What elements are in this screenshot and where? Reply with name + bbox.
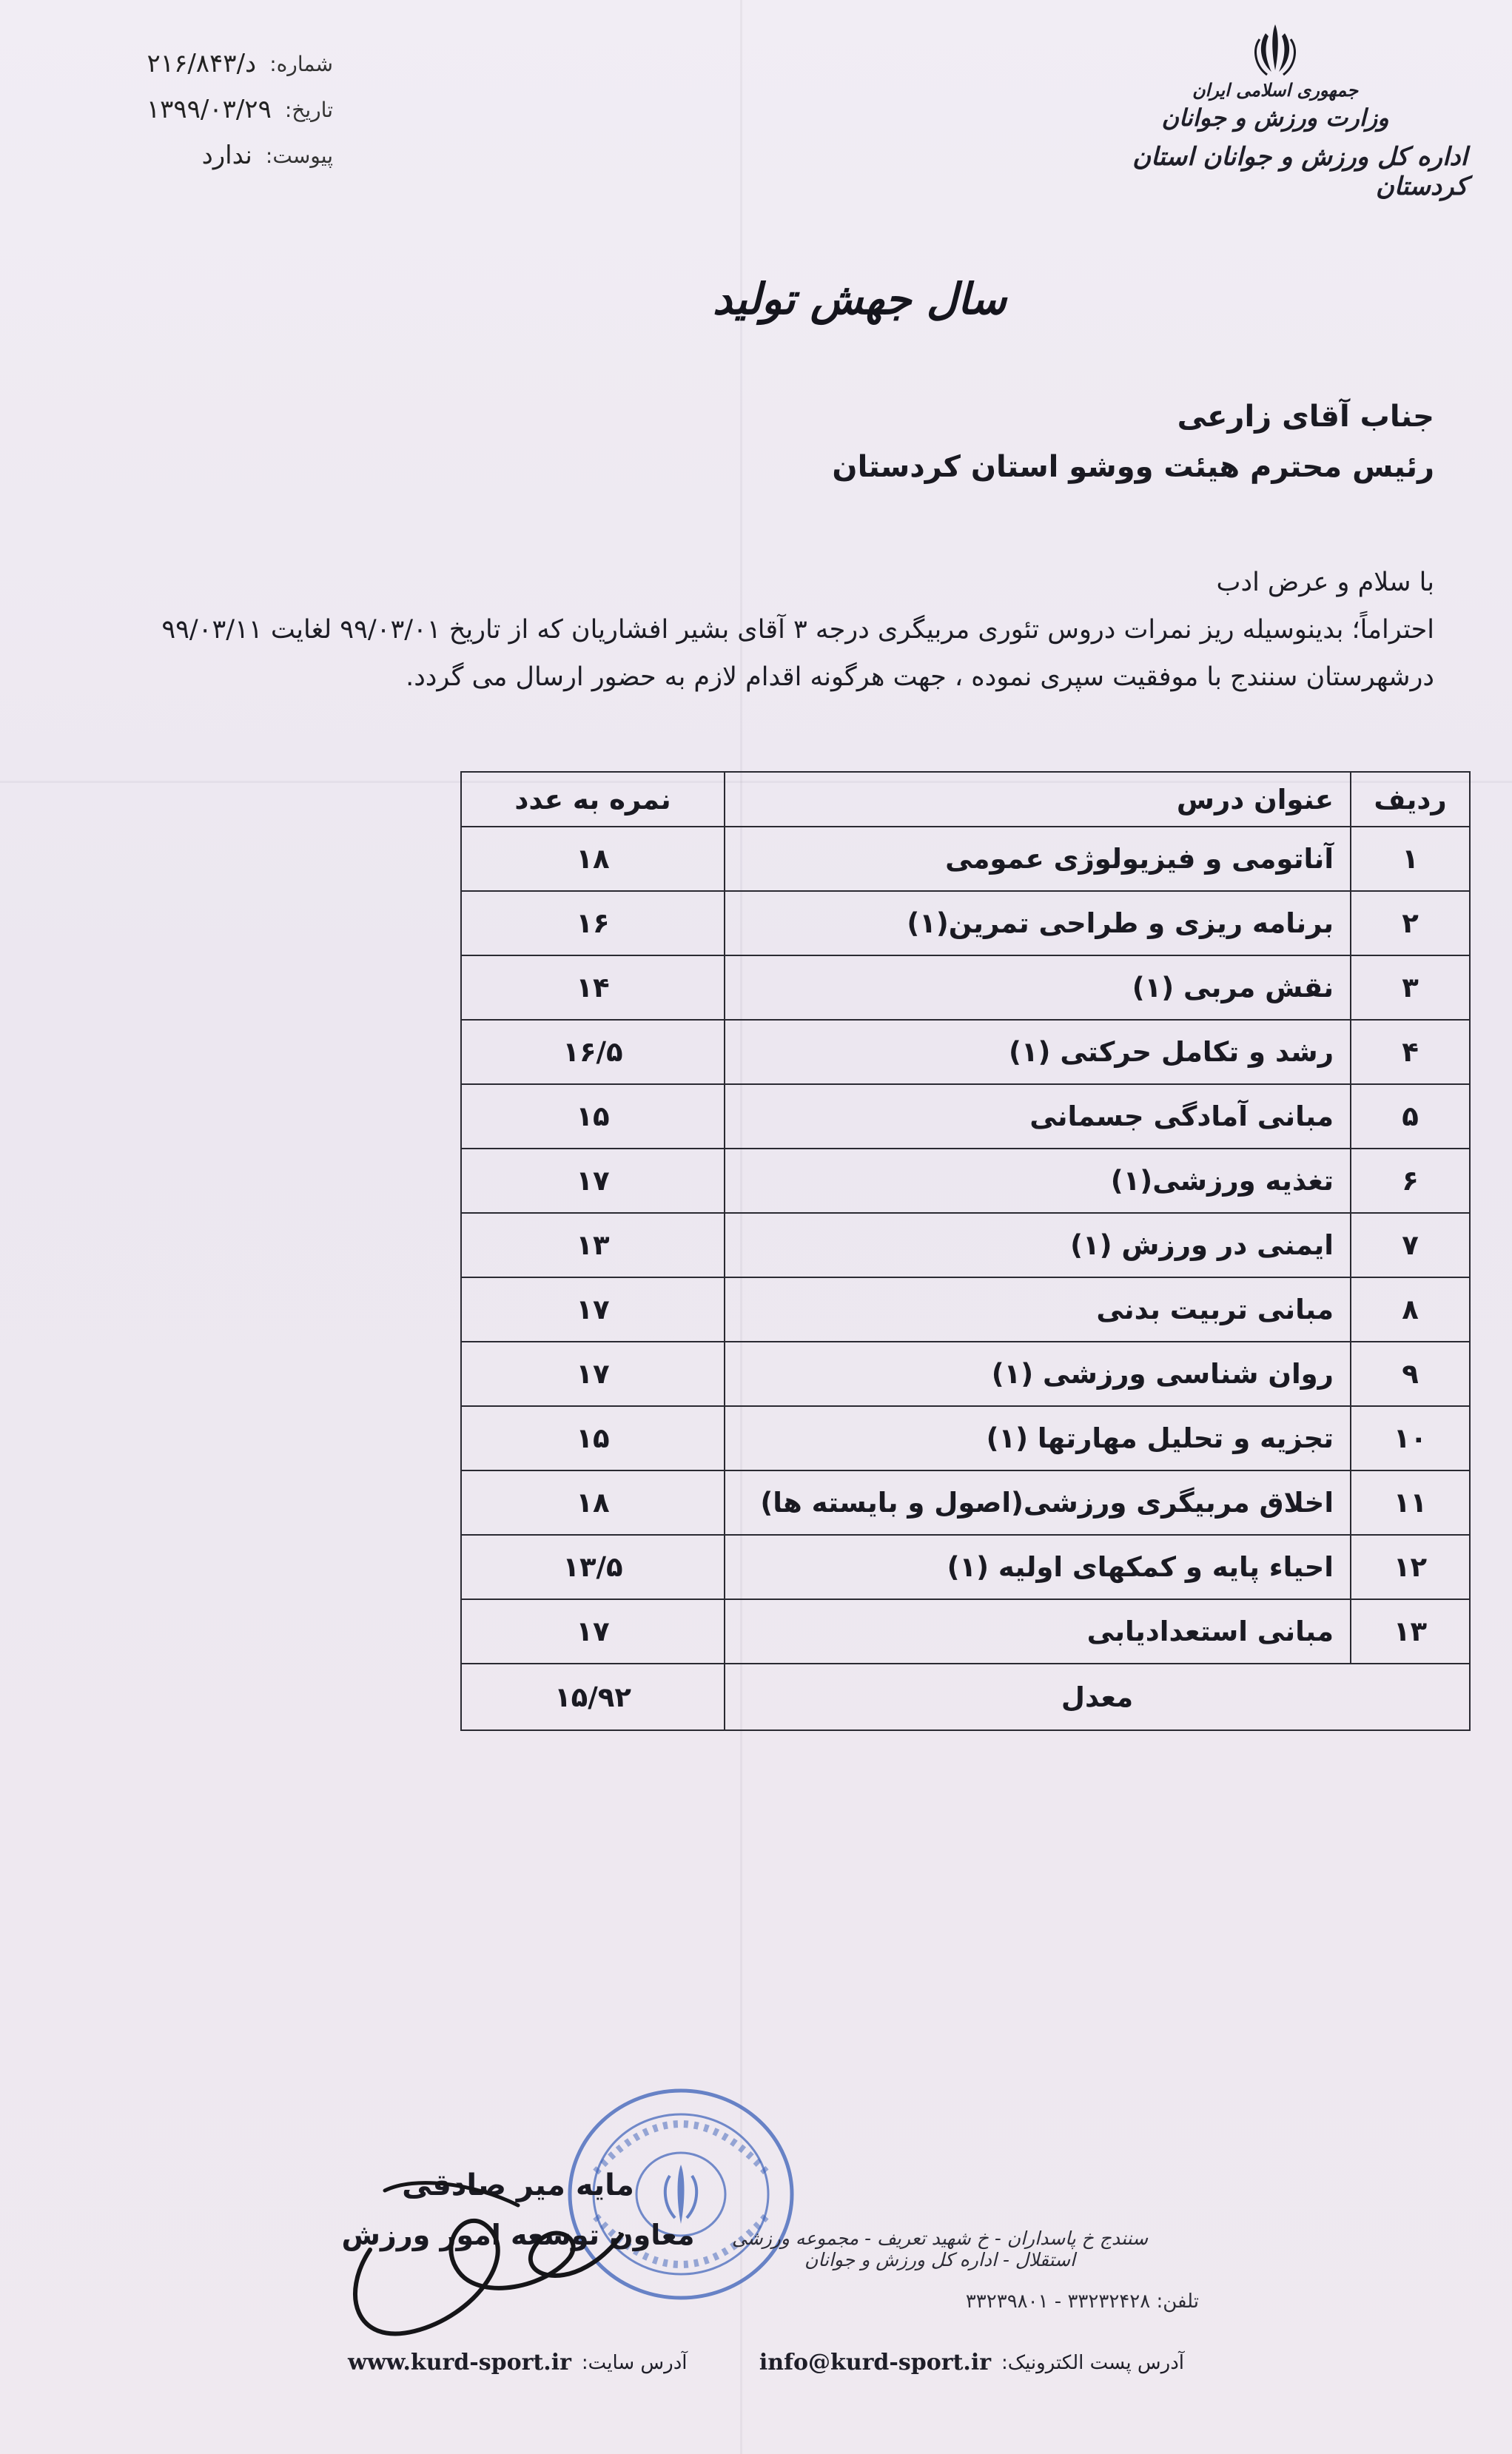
row-number: ۷	[1351, 1213, 1470, 1277]
average-label: معدل	[725, 1664, 1470, 1730]
addressee-title: رئیس محترم هیئت ووشو استان کردستان	[832, 450, 1434, 484]
row-number: ۶	[1351, 1149, 1470, 1213]
course-title: نقش مربی (۱)	[725, 955, 1351, 1020]
course-title: احیاء پایه و کمکهای اولیه (۱)	[725, 1535, 1351, 1599]
postal-address: سنندج خ پاسداران - خ شهید تعریف - مجموعه ورزشی استقلال - اداره کل ورزش و جوانان	[731, 2228, 1149, 2270]
greeting: با سلام و عرض ادب	[1216, 568, 1434, 597]
course-grade: ۱۶	[461, 891, 725, 955]
table-row	[461, 1020, 1470, 1084]
org-ministry: وزارت ورزش و جوانان	[1161, 104, 1389, 132]
course-grade: ۱۵	[461, 1084, 725, 1149]
table-row	[461, 891, 1470, 955]
course-grade: ۱۸	[461, 1470, 725, 1535]
email-address[interactable]: info@kurd-sport.ir	[759, 2350, 992, 2376]
letter-body	[43, 559, 1434, 701]
course-title: تغذیه ورزشی(۱)	[725, 1149, 1351, 1213]
table-row	[461, 1084, 1470, 1149]
row-number: ۱۲	[1351, 1535, 1470, 1599]
course-grade: ۱۵	[461, 1406, 725, 1470]
org-country: جمهوری اسلامی ایران	[1192, 79, 1359, 101]
average-row	[461, 1664, 1470, 1730]
phone-numbers: تلفن: ۳۳۲۳۲۴۲۸ - ۳۳۲۳۹۸۰۱	[965, 2290, 1199, 2313]
signer-role: معاون توسعه امور ورزش	[341, 2219, 695, 2251]
grades-table	[460, 771, 1471, 1731]
course-grade: ۱۳/۵	[461, 1535, 725, 1599]
table-row	[461, 1213, 1470, 1277]
iran-emblem-icon	[1249, 19, 1301, 78]
table-row	[461, 1277, 1470, 1342]
course-grade: ۱۷	[461, 1277, 725, 1342]
course-title: اخلاق مربیگری ورزشی(اصول و بایسته ها)	[725, 1470, 1351, 1535]
course-grade: ۱۳	[461, 1213, 725, 1277]
organization-header	[1083, 19, 1468, 201]
row-number: ۵	[1351, 1084, 1470, 1149]
average-value: ۱۵/۹۲	[461, 1664, 725, 1730]
number-row	[52, 41, 333, 87]
header-grade: نمره به عدد	[461, 772, 725, 827]
row-number: ۹	[1351, 1342, 1470, 1406]
course-title: مبانی آمادگی جسمانی	[725, 1084, 1351, 1149]
year-slogan: سال جهش تولید	[712, 274, 1007, 324]
header-row-number: ردیف	[1351, 772, 1470, 827]
handwritten-signature-icon	[326, 2146, 636, 2353]
addressee	[832, 400, 1434, 484]
row-number: ۱۰	[1351, 1406, 1470, 1470]
footer	[348, 2350, 1184, 2376]
course-grade: ۱۷	[461, 1342, 725, 1406]
course-grade: ۱۸	[461, 827, 725, 891]
attachment-value: ندارد	[201, 141, 252, 170]
row-number: ۴	[1351, 1020, 1470, 1084]
attachment-label: پیوست:	[265, 143, 333, 168]
course-grade: ۱۴	[461, 955, 725, 1020]
year-slogan-wrapper	[0, 274, 1512, 324]
row-number: ۲	[1351, 891, 1470, 955]
course-title: برنامه ریزی و طراحی تمرین(۱)	[725, 891, 1351, 955]
table-row	[461, 1599, 1470, 1664]
date-value: ۱۳۹۹/۰۳/۲۹	[146, 95, 272, 124]
signer-name: مایه میر صادقی	[402, 2168, 634, 2202]
course-grade: ۱۷	[461, 1149, 725, 1213]
addressee-name: جناب آقای زارعی	[1177, 400, 1434, 434]
table-row	[461, 1342, 1470, 1406]
row-number: ۸	[1351, 1277, 1470, 1342]
attachment-row	[52, 132, 333, 178]
table-row	[461, 955, 1470, 1020]
course-title: روان شناسی ورزشی (۱)	[725, 1342, 1351, 1406]
course-grade: ۱۶/۵	[461, 1020, 725, 1084]
table-header-row	[461, 772, 1470, 827]
letter-meta	[52, 41, 333, 178]
date-label: تاریخ:	[284, 97, 333, 122]
course-title: مبانی استعدادیابی	[725, 1599, 1351, 1664]
row-number: ۱۳	[1351, 1599, 1470, 1664]
row-number: ۱	[1351, 827, 1470, 891]
course-title: تجزیه و تحلیل مهارتها (۱)	[725, 1406, 1351, 1470]
header-course-title: عنوان درس	[725, 772, 1351, 827]
number-value: د/۲۱۶/۸۴۳	[147, 49, 257, 78]
number-label: شماره:	[269, 51, 333, 76]
course-title: رشد و تکامل حرکتی (۱)	[725, 1020, 1351, 1084]
row-number: ۱۱	[1351, 1470, 1470, 1535]
date-row	[52, 87, 333, 132]
table-row	[461, 1470, 1470, 1535]
table-row	[461, 1149, 1470, 1213]
body-paragraph: احتراماً؛ بدینوسیله ریز نمرات دروس تئوری مربیگری درجه ۳ آقای بشیر افشاریان که از تاریخ ۹۹/۰۳/۰۱ لغایت ۹۹/۰۳/۱۱ درشهرستان سنندج با موفقیت سپری نموده ، جهت هرگونه اقدام لازم به حضور ارسال می گردد.	[161, 615, 1434, 692]
site-address[interactable]: www.kurd-sport.ir	[348, 2350, 571, 2376]
table-row	[461, 827, 1470, 891]
site-label: آدرس سایت:	[581, 2351, 688, 2374]
table-row	[461, 1535, 1470, 1599]
course-title: مبانی تربیت بدنی	[725, 1277, 1351, 1342]
course-grade: ۱۷	[461, 1599, 725, 1664]
footer-email-group	[759, 2350, 1184, 2376]
course-title: ایمنی در ورزش (۱)	[725, 1213, 1351, 1277]
table-row	[461, 1406, 1470, 1470]
footer-site-group	[348, 2350, 688, 2376]
email-label: آدرس پست الکترونیک:	[1001, 2351, 1184, 2374]
row-number: ۳	[1351, 955, 1470, 1020]
course-title: آناتومی و فیزیولوژی عمومی	[725, 827, 1351, 891]
org-department: اداره کل ورزش و جوانان استان کردستان	[1132, 142, 1468, 201]
